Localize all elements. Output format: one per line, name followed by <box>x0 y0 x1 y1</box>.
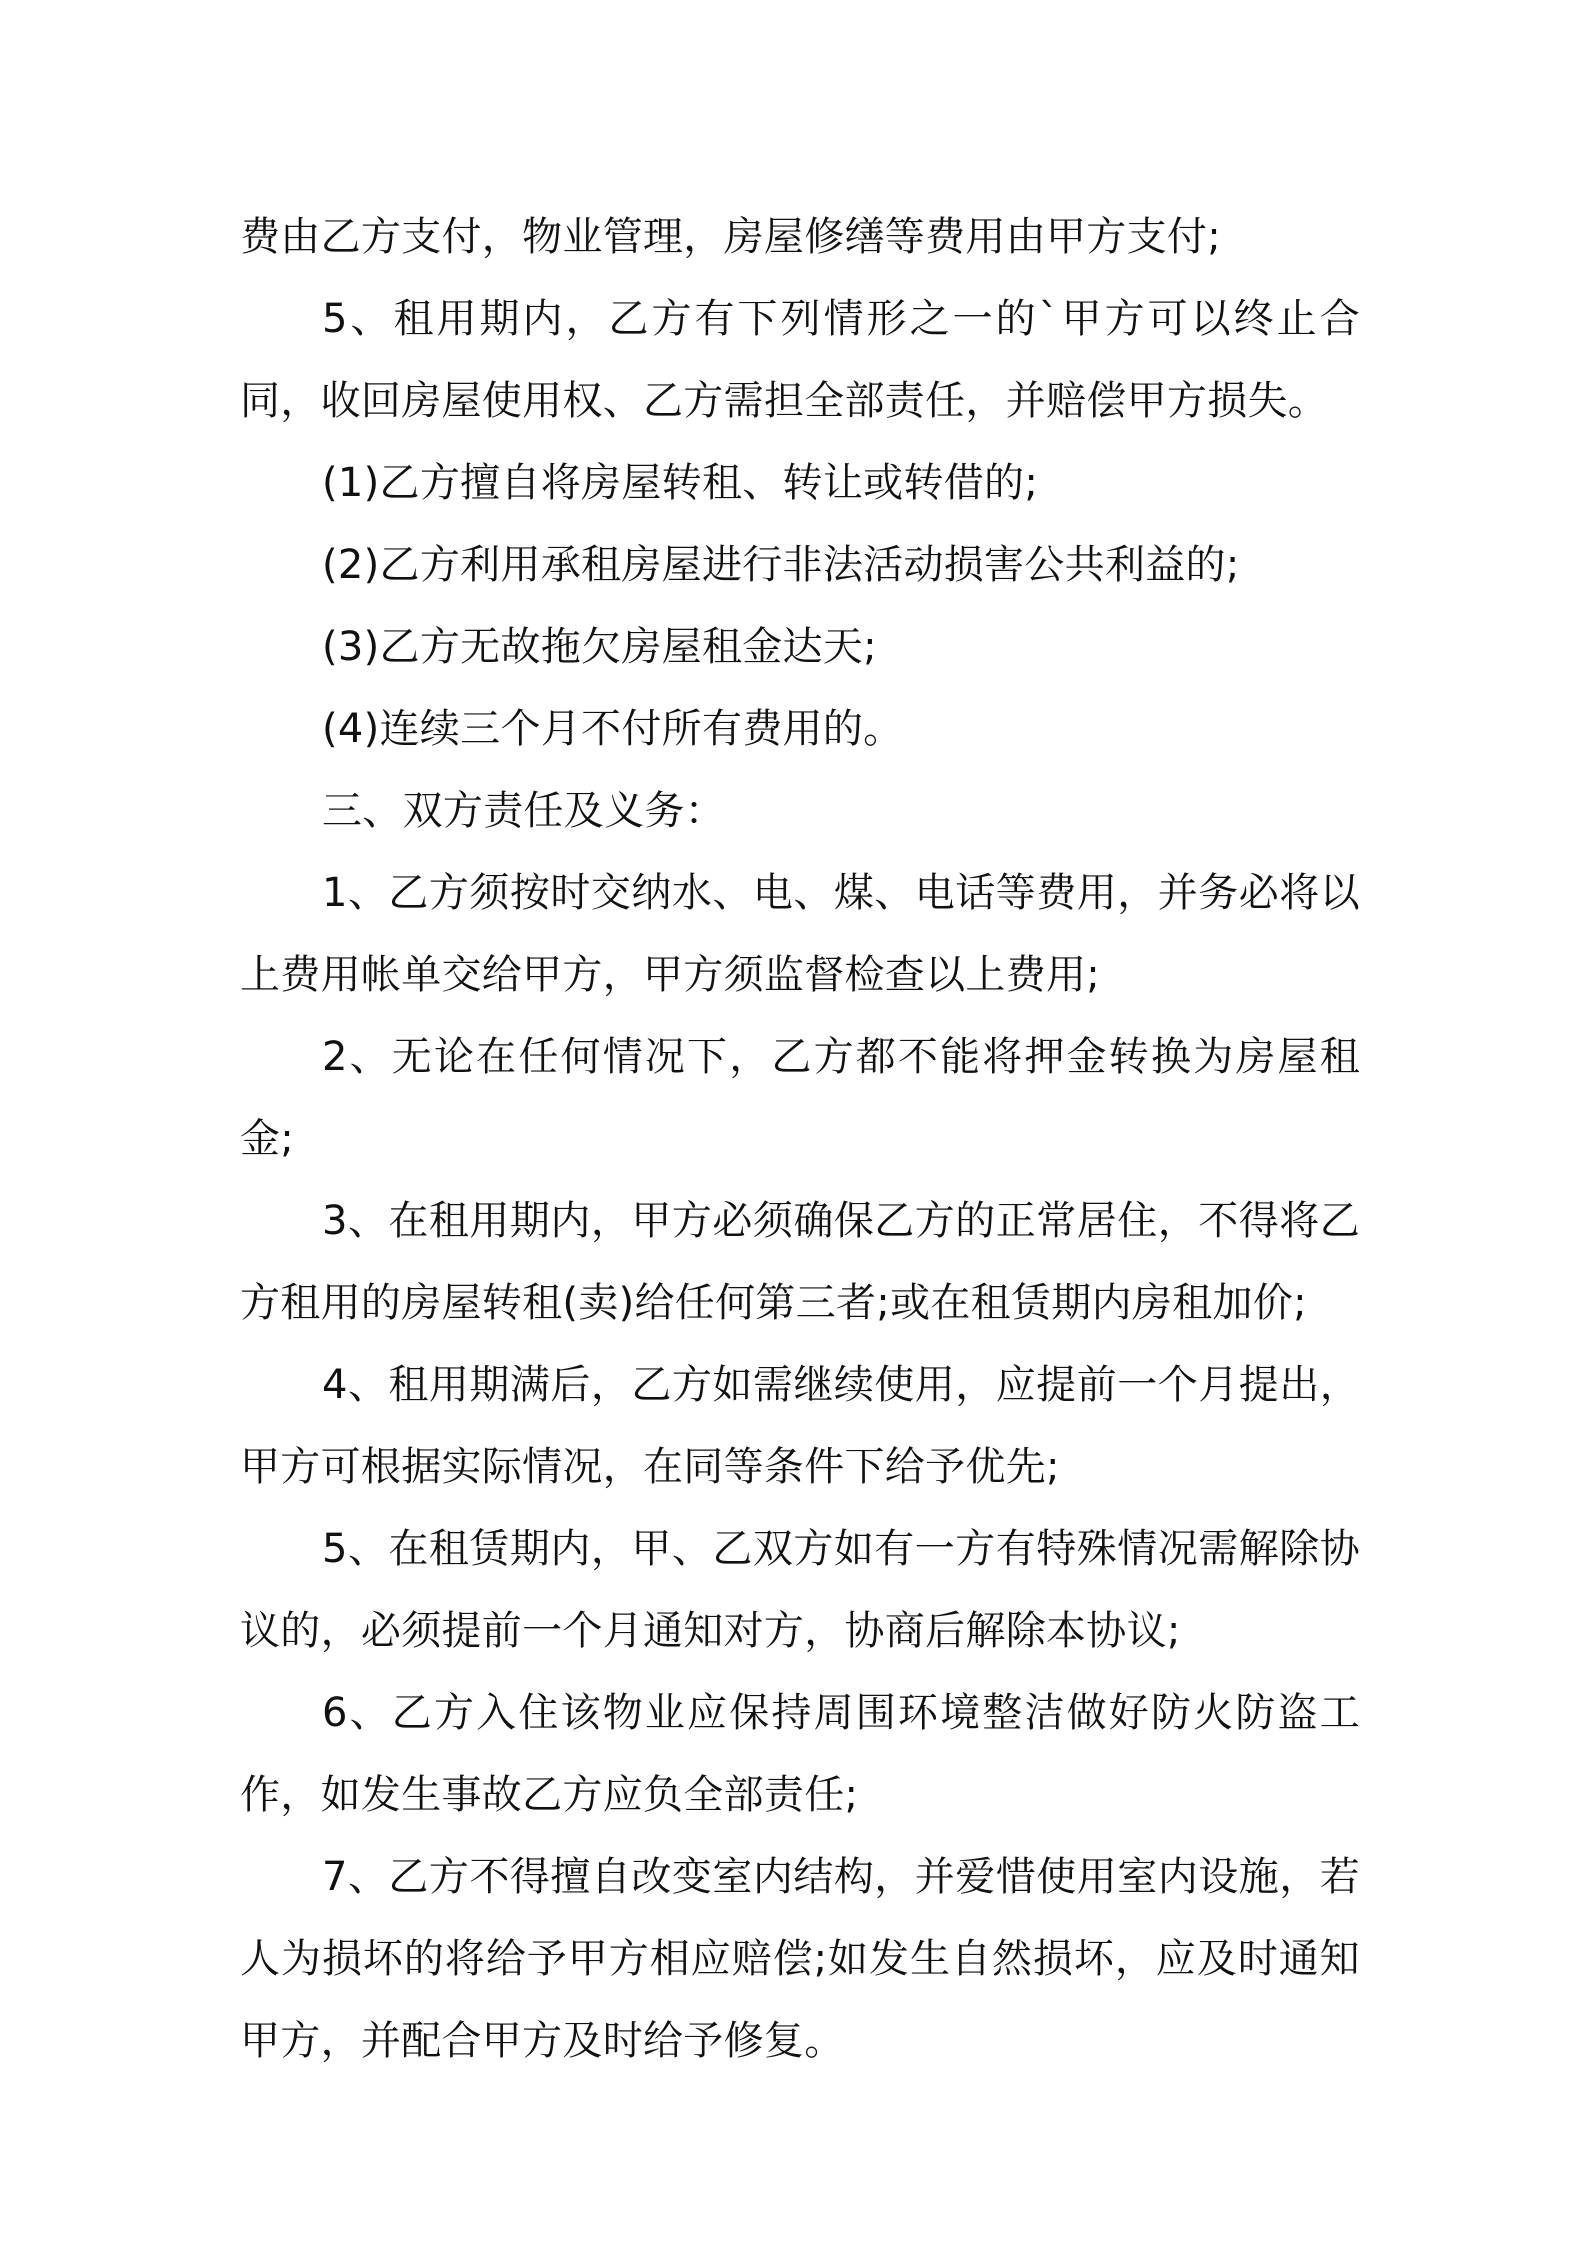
document-body <box>240 196 1360 2082</box>
paragraph-duty-1: 1、乙方须按时交纳水、电、煤、电话等费用，并务必将以上费用帐单交给甲方，甲方须监督检查以上费用; <box>240 870 1360 998</box>
paragraph-item-1: (1)乙方擅自将房屋转租、转让或转借的; <box>322 460 1039 506</box>
paragraph-duty-2: 2、无论在任何情况下，乙方都不能将押金转换为房屋租金; <box>240 1034 1360 1162</box>
section-heading-responsibilities: 三、双方责任及义务： <box>322 788 725 834</box>
paragraph-duty-7: 7、乙方不得擅自改变室内结构，并爱惜使用室内设施，若人为损坏的将给予甲方相应赔偿;如发生自然损坏，应及时通知甲方，并配合甲方及时给予修复。 <box>240 1854 1360 2064</box>
paragraph-duty-4: 4、租用期满后，乙方如需继续使用，应提前一个月提出，甲方可根据实际情况，在同等条件下给予优先; <box>240 1362 1360 1490</box>
paragraph-item-3: (3)乙方无故拖欠房屋租金达天; <box>322 624 877 670</box>
paragraph-duty-3: 3、在租用期内，甲方必须确保乙方的正常居住，不得将乙方租用的房屋转租(卖)给任何第三者;或在租赁期内房租加价; <box>240 1198 1360 1326</box>
paragraph-item-2: (2)乙方利用承租房屋进行非法活动损害公共利益的; <box>322 542 1240 588</box>
paragraph-continuation: 费由乙方支付，物业管理，房屋修缮等费用由甲方支付; <box>240 214 1221 260</box>
paragraph-clause-5-termination: 5、租用期内，乙方有下列情形之一的`甲方可以终止合同，收回房屋使用权、乙方需担全部责任，并赔偿甲方损失。 <box>240 296 1360 424</box>
paragraph-duty-6: 6、乙方入住该物业应保持周围环境整洁做好防火防盗工作，如发生事故乙方应负全部责任; <box>240 1690 1360 1818</box>
paragraph-duty-5: 5、在租赁期内，甲、乙双方如有一方有特殊情况需解除协议的，必须提前一个月通知对方，协商后解除本协议; <box>240 1526 1360 1654</box>
paragraph-item-4: (4)连续三个月不付所有费用的。 <box>322 706 904 752</box>
